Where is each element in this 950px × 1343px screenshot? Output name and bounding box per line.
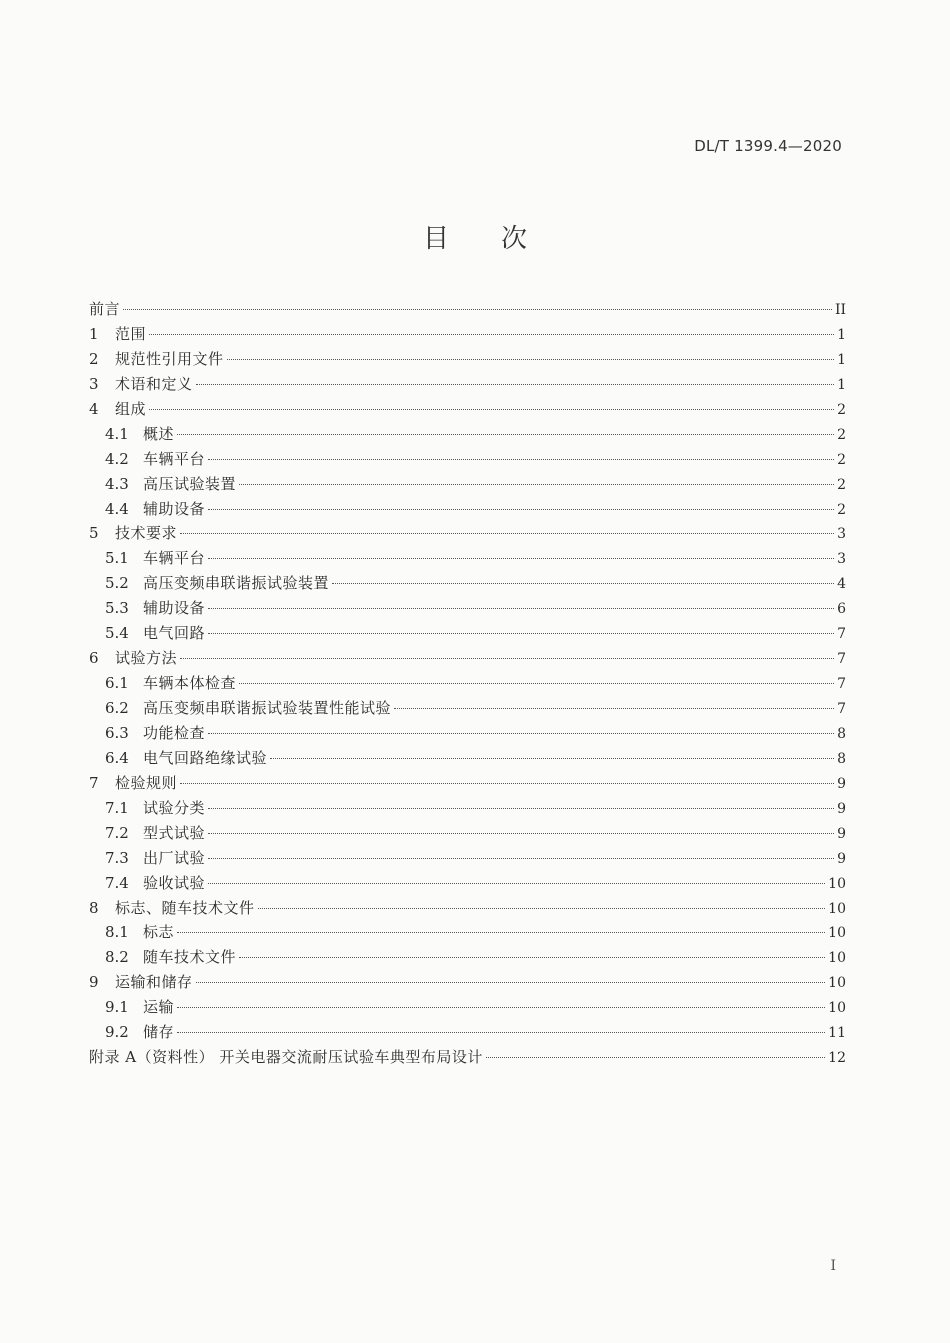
toc-entry-label: 试验分类 <box>143 798 206 817</box>
dot-leader <box>180 657 834 659</box>
toc-entry[interactable] <box>89 846 846 871</box>
toc-entry[interactable] <box>89 571 846 596</box>
toc-entry-page: 1 <box>837 326 846 343</box>
toc-entry-page: 12 <box>828 1050 846 1067</box>
toc-entry[interactable] <box>89 896 846 921</box>
dot-leader <box>208 458 834 460</box>
toc-entry[interactable] <box>89 771 846 796</box>
dot-leader <box>196 383 835 385</box>
toc-entry-page: 7 <box>837 651 846 668</box>
toc-entry-page: 10 <box>828 925 846 942</box>
toc-entry-number: 6.4 <box>105 748 129 767</box>
toc-entry-label: 型式试验 <box>143 823 206 842</box>
toc-entry-number: 4.2 <box>105 449 129 468</box>
dot-leader <box>239 956 825 958</box>
toc-entry-label: 概述 <box>143 424 175 443</box>
toc-entry-label: 高压变频串联谐振试验装置性能试验 <box>143 699 392 717</box>
dot-leader <box>123 308 832 310</box>
dot-leader <box>208 607 834 609</box>
toc-title-char-1: 目 <box>422 224 449 254</box>
toc-entry-label: 试验方法 <box>115 649 178 668</box>
toc-entry-number: 4.4 <box>105 499 129 518</box>
dot-leader <box>149 408 834 410</box>
toc-entry-page: 1 <box>837 351 846 368</box>
toc-entry-label: 出厂试验 <box>143 848 206 867</box>
toc-entry[interactable] <box>89 796 846 821</box>
toc-entry-number: 2 <box>89 349 99 368</box>
dot-leader <box>196 981 826 983</box>
toc-entry[interactable] <box>89 821 846 846</box>
toc-entry-label: 标志 <box>143 923 175 942</box>
dot-leader <box>180 532 834 534</box>
toc-entry-label: 技术要求 <box>115 524 178 543</box>
toc-entry[interactable] <box>89 397 846 422</box>
dot-leader <box>208 857 834 859</box>
toc-entry-page: 8 <box>837 750 846 767</box>
toc-entry-label: 验收试验 <box>143 873 206 892</box>
toc-entry-label: 高压变频串联谐振试验装置 <box>143 574 330 593</box>
toc-entry-number: 4.1 <box>105 424 129 443</box>
toc-entry-number: 4 <box>89 399 99 418</box>
toc-entry-label: 电气回路绝缘试验 <box>143 748 268 767</box>
toc-entry-number: 6.3 <box>105 723 129 742</box>
toc-entry[interactable] <box>89 472 846 497</box>
toc-entry[interactable] <box>89 671 846 696</box>
toc-entry[interactable] <box>89 1045 846 1070</box>
toc-entry-label: 车辆平台 <box>143 449 206 468</box>
toc-entry-label: 术语和定义 <box>115 374 193 393</box>
toc-entry-label: 运输和储存 <box>115 973 193 992</box>
toc-entry[interactable] <box>89 297 846 322</box>
toc-entry-number: 5.4 <box>105 624 129 643</box>
toc-entry-number: 7.3 <box>105 848 129 867</box>
toc-entry-page: 8 <box>837 725 846 742</box>
toc-entry[interactable] <box>89 970 846 995</box>
toc-entry[interactable] <box>89 1020 846 1045</box>
toc-entry[interactable] <box>89 696 846 721</box>
toc-entry-label: 范围 <box>115 324 147 343</box>
toc-title <box>0 218 950 255</box>
toc-entry-page: 7 <box>837 626 846 643</box>
toc-entry-label: 前言 <box>89 300 121 318</box>
toc-entry-number: 5.1 <box>105 549 129 568</box>
toc-entry-page: 2 <box>837 401 846 418</box>
toc-entry[interactable] <box>89 621 846 646</box>
toc-entry-number: 5 <box>89 524 99 543</box>
dot-leader <box>258 907 826 909</box>
dot-leader <box>177 433 834 435</box>
toc-entry-page: 4 <box>837 576 846 593</box>
toc-entry-page: II <box>834 302 846 318</box>
dot-leader <box>208 508 834 510</box>
toc-entry-label: 功能检查 <box>143 723 206 742</box>
toc-entry-number: 4.3 <box>105 474 129 493</box>
toc-entry-number: 5.2 <box>105 574 129 593</box>
toc-entry-page: 3 <box>837 526 846 543</box>
dot-leader <box>208 632 834 634</box>
toc-entry[interactable] <box>89 546 846 571</box>
toc-entry-label: 高压试验装置 <box>143 474 237 493</box>
toc-entry-label: 附录 A（资料性） 开关电器交流耐压试验车典型布局设计 <box>89 1048 483 1067</box>
toc-entry[interactable] <box>89 521 846 546</box>
toc-entry-number: 3 <box>89 374 99 393</box>
toc-entry-number: 8.2 <box>105 948 129 967</box>
toc-entry-page: 2 <box>837 426 846 443</box>
table-of-contents <box>89 297 846 1070</box>
toc-entry-number: 9.2 <box>105 1023 129 1042</box>
toc-entry-page: 10 <box>828 875 846 892</box>
dot-leader <box>149 333 834 335</box>
dot-leader <box>177 931 825 933</box>
toc-entry-label: 辅助设备 <box>143 499 206 518</box>
dot-leader <box>208 807 834 809</box>
toc-entry-number: 9 <box>89 973 99 992</box>
toc-entry-label: 检验规则 <box>115 773 178 792</box>
toc-entry-number: 7 <box>89 773 99 792</box>
toc-entry-page: 11 <box>828 1025 846 1042</box>
toc-entry-page: 1 <box>837 376 846 393</box>
toc-entry-number: 8.1 <box>105 923 129 942</box>
toc-entry-number: 7.4 <box>105 873 129 892</box>
toc-entry-number: 1 <box>89 324 99 343</box>
toc-entry-page: 10 <box>828 950 846 967</box>
toc-entry-page: 2 <box>837 476 846 493</box>
dot-leader <box>239 682 834 684</box>
toc-entry[interactable] <box>89 995 846 1020</box>
toc-entry-page: 7 <box>837 701 846 717</box>
toc-entry-label: 组成 <box>115 399 147 418</box>
toc-entry[interactable] <box>89 347 846 372</box>
toc-entry-label: 车辆平台 <box>143 549 206 568</box>
toc-entry[interactable] <box>89 422 846 447</box>
dot-leader <box>180 782 834 784</box>
toc-entry-label: 电气回路 <box>143 624 206 643</box>
standard-code: DL/T 1399.4—2020 <box>694 137 842 155</box>
dot-leader <box>177 1031 825 1033</box>
toc-entry-number: 6.1 <box>105 674 129 693</box>
toc-entry[interactable] <box>89 646 846 671</box>
dot-leader <box>208 732 834 734</box>
toc-entry[interactable] <box>89 596 846 621</box>
toc-entry-page: 2 <box>837 501 846 518</box>
toc-entry-number: 6.2 <box>105 699 129 717</box>
toc-entry-page: 2 <box>837 451 846 468</box>
toc-entry-label: 运输 <box>143 998 175 1017</box>
toc-entry-page: 3 <box>837 551 846 568</box>
toc-entry[interactable] <box>89 871 846 896</box>
toc-entry-number: 7.1 <box>105 798 129 817</box>
dot-leader <box>486 1056 825 1058</box>
toc-entry-number: 6 <box>89 649 99 668</box>
toc-entry-page: 10 <box>828 900 846 917</box>
toc-entry-number: 8 <box>89 898 99 917</box>
toc-entry[interactable] <box>89 920 846 945</box>
page-number: I <box>830 1258 836 1274</box>
toc-entry-number: 9.1 <box>105 998 129 1017</box>
toc-entry-label: 随车技术文件 <box>143 948 237 967</box>
toc-entry[interactable] <box>89 746 846 771</box>
toc-entry[interactable] <box>89 372 846 397</box>
dot-leader <box>227 358 835 360</box>
toc-entry-number: 7.2 <box>105 823 129 842</box>
toc-entry-page: 9 <box>837 800 846 817</box>
toc-entry[interactable] <box>89 322 846 347</box>
toc-entry-page: 9 <box>837 850 846 867</box>
toc-entry-page: 7 <box>837 676 846 693</box>
toc-entry-label: 车辆本体检查 <box>143 674 237 693</box>
toc-entry[interactable] <box>89 447 846 472</box>
toc-entry-number: 5.3 <box>105 599 129 618</box>
dot-leader <box>332 582 834 584</box>
toc-entry-label: 标志、随车技术文件 <box>115 898 255 917</box>
toc-entry-label: 辅助设备 <box>143 599 206 618</box>
dot-leader <box>208 832 834 834</box>
toc-entry-page: 10 <box>828 1000 846 1017</box>
toc-entry[interactable] <box>89 721 846 746</box>
toc-entry[interactable] <box>89 497 846 522</box>
dot-leader <box>208 557 834 559</box>
toc-entry-label: 储存 <box>143 1023 175 1042</box>
toc-entry-label: 规范性引用文件 <box>115 349 224 368</box>
dot-leader <box>394 707 834 709</box>
toc-entry[interactable] <box>89 945 846 970</box>
toc-entry-page: 9 <box>837 775 846 792</box>
toc-title-char-2: 次 <box>501 224 528 254</box>
toc-entry-page: 10 <box>828 975 846 992</box>
dot-leader <box>270 757 834 759</box>
toc-entry-page: 6 <box>837 601 846 618</box>
dot-leader <box>239 483 834 485</box>
dot-leader <box>208 882 825 884</box>
toc-entry-page: 9 <box>837 825 846 842</box>
dot-leader <box>177 1006 825 1008</box>
